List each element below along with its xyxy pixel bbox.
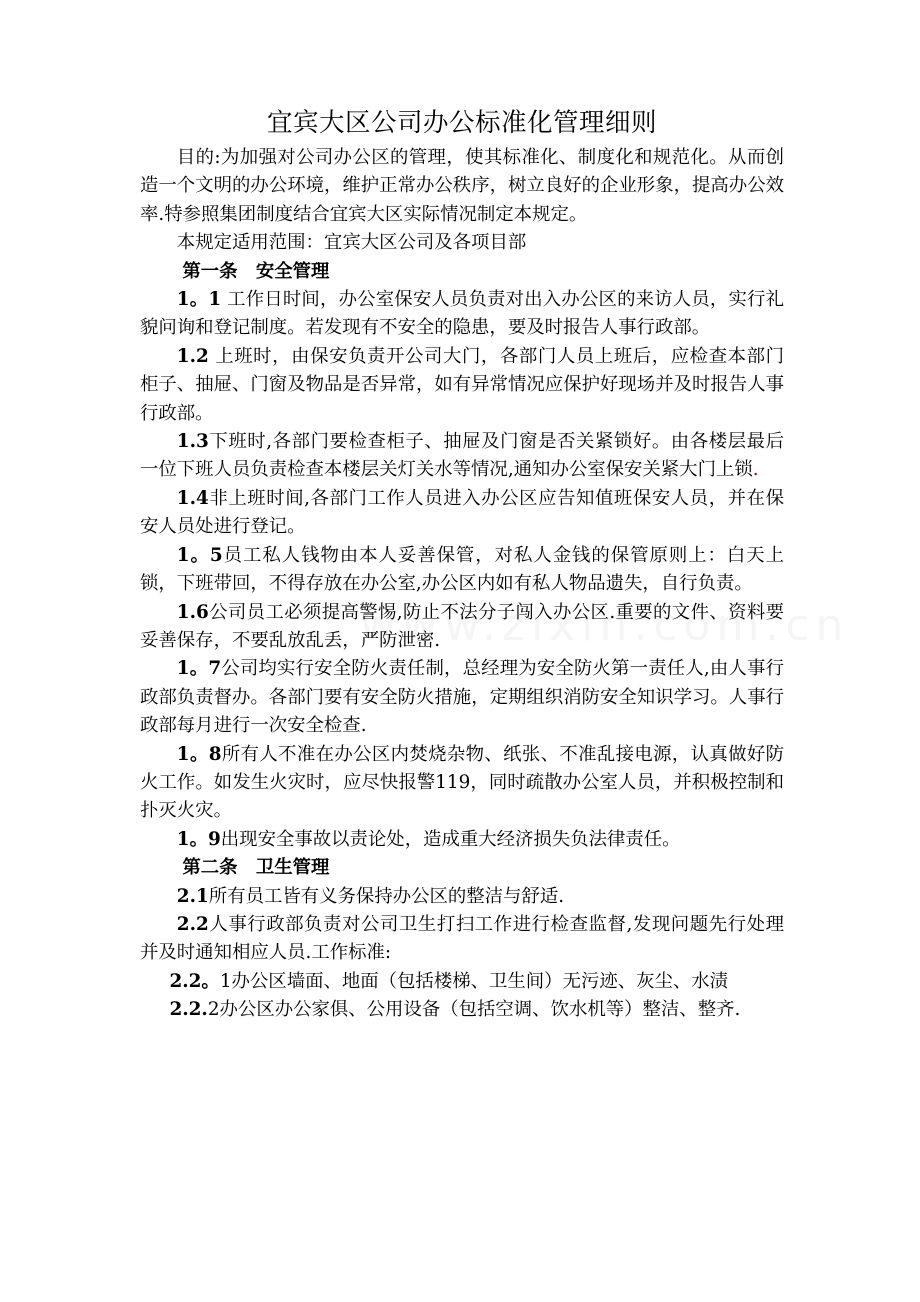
clause-1-9 [140, 826, 784, 854]
clause-text: 公司均实行安全防火责任制，总经理为安全防火第一责任人,由人事行政部负责督办。各部门要有安全防火措施，定期组织消防安全知识学习。人事行政部每月进行一次安全检查. [140, 658, 784, 737]
clause-number: 1。8 [176, 743, 222, 765]
clause-number: 1。9 [176, 828, 221, 850]
clause-2-2-2 [140, 996, 784, 1024]
clause-number: 1.6 [176, 601, 209, 623]
clause-text: 所有人不准在办公区内焚烧杂物、纸张、不准乱接电源，认真做好防火工作。如发生火灾时，应尽快报警119，同时疏散办公室人员，并积极控制和扑灭火灾。 [140, 743, 784, 822]
clause-number: 1。5 [176, 544, 223, 566]
clause-text: 出现安全事故以责论处，造成重大经济损失负法律责任。 [220, 828, 681, 850]
document-page [140, 104, 784, 1025]
document-title: 宜宾大区公司办公标准化管理细则 [266, 108, 657, 138]
clause-1-3 [140, 428, 784, 485]
clause-text: 非上班时间,各部门工作人员进入办公区应告知值班保安人员，并在保安人员处进行登记。 [140, 487, 784, 538]
clause-1-8 [140, 741, 784, 826]
clause-number: 2.2 [176, 913, 209, 935]
clause-1-1 [140, 286, 784, 343]
clause-1-4 [140, 485, 784, 542]
clause-number: 1。1 [176, 289, 222, 311]
clause-number: 2.1 [176, 885, 209, 907]
purpose-paragraph: 目的:为加强对公司办公区的管理，使其标准化、制度化和规范化。从而创造一个文明的办公环境，维护正常办公秩序，树立良好的企业形象，提高办公效率.特参照集团制度结合宜宾大区实际情况制定本规定。 [140, 147, 784, 225]
clause-number: 1。7 [176, 658, 222, 680]
clause-2-2 [140, 911, 784, 968]
clause-end-mark: . [752, 459, 759, 481]
clause-text: 公司员工必须提高警惕,防止不法分子闯入办公区.重要的文件、资料要妥善保存，不要乱放乱丢，严防泄密. [140, 601, 784, 651]
clause-text: 下班时,各部门要检查柜子、抽屉及门窗是否关紧锁好。由各楼层最后一位下班人员负责检查本楼层关灯关水等情况,通知办公室保安关紧大门上锁 [140, 431, 784, 481]
clause-text: 员工私人钱物由本人妥善保管，对私人金钱的保管原则上：白天上锁，下班带回，不得存放在办公室,办公区内如有私人物品遗失，自行负责。 [140, 544, 784, 595]
clause-1-7 [140, 655, 784, 740]
section-heading-hygiene: 第二条 卫生管理 [182, 857, 330, 879]
clause-number: 2.2。 [169, 970, 220, 992]
clause-text: 所有员工皆有义务保持办公区的整洁与舒适. [208, 885, 565, 907]
clause-text: 上班时，由保安负责开公司大门，各部门人员上班后，应检查本部门柜子、抽屉、门窗及物品是否异常，如有异常情况应保护好现场并及时报告人事行政部。 [140, 345, 784, 424]
clause-number: 1.4 [176, 487, 209, 509]
clause-1-6 [140, 599, 784, 656]
clause-text: 人事行政部负责对公司卫生打扫工作进行检查监督,发现问题先行处理并及时通知相应人员.工作标准: [140, 913, 784, 964]
clause-2-2-1 [140, 968, 784, 996]
clause-text: 工作日时间，办公室保安人员负责对出入办公区的来访人员，实行礼貌问询和登记制度。若发现有不安全的隐患，要及时报告人事行政部。 [140, 289, 784, 339]
clause-1-2 [140, 343, 784, 428]
clause-number: 1.3 [176, 431, 209, 453]
clause-text: 1办公区墙面、地面（包括楼梯、卫生间）无污迹、灰尘、水渍 [219, 970, 729, 992]
clause-number: 1.2 [176, 345, 209, 367]
clause-1-5 [140, 542, 784, 599]
clause-2-1 [140, 883, 784, 911]
clause-number: 2.2. [169, 999, 208, 1021]
scope-paragraph: 本规定适用范围：宜宾大区公司及各项目部 [176, 232, 527, 254]
clause-text: 2办公区办公家俱、公用设备（包括空调、饮水机等）整洁、整齐. [207, 999, 741, 1021]
section-heading-safety: 第一条 安全管理 [182, 260, 330, 282]
